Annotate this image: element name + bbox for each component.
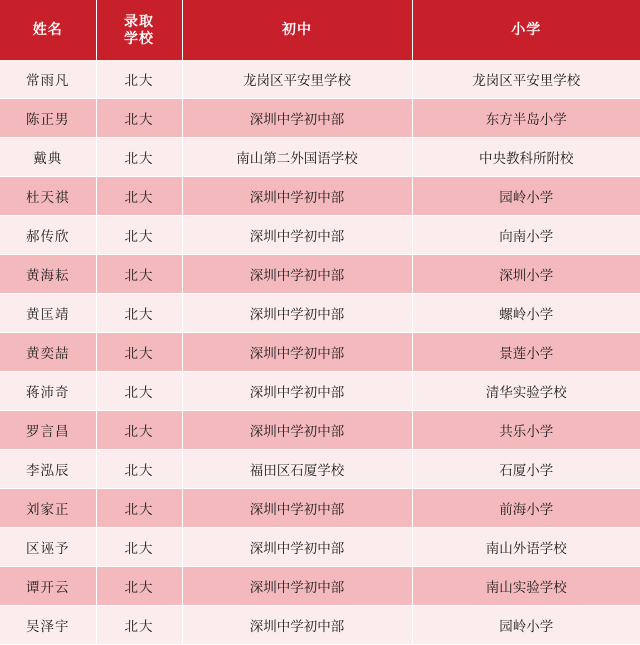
cell-primary-school: 前海小学	[412, 489, 640, 528]
cell-middle-school: 深圳中学初中部	[182, 411, 412, 450]
cell-middle-school: 深圳中学初中部	[182, 294, 412, 333]
table-row	[0, 60, 640, 99]
cell-university: 北大	[96, 528, 182, 567]
cell-name: 吴泽宇	[0, 606, 96, 645]
header-row	[0, 0, 640, 60]
cell-name: 黄奕喆	[0, 333, 96, 372]
cell-university: 北大	[96, 138, 182, 177]
cell-university: 北大	[96, 177, 182, 216]
column-header-name-line1: 姓名	[32, 21, 63, 38]
table-row	[0, 294, 640, 333]
cell-primary-school: 南山外语学校	[412, 528, 640, 567]
cell-middle-school: 深圳中学初中部	[182, 216, 412, 255]
cell-middle-school: 深圳中学初中部	[182, 177, 412, 216]
column-header-name	[0, 0, 96, 60]
cell-name: 蒋沛奇	[0, 372, 96, 411]
cell-university: 北大	[96, 255, 182, 294]
cell-primary-school: 中央教科所附校	[412, 138, 640, 177]
cell-university: 北大	[96, 606, 182, 645]
cell-primary-school: 共乐小学	[412, 411, 640, 450]
cell-middle-school: 深圳中学初中部	[182, 255, 412, 294]
cell-middle-school: 深圳中学初中部	[182, 333, 412, 372]
cell-primary-school: 清华实验学校	[412, 372, 640, 411]
cell-name: 刘家正	[0, 489, 96, 528]
cell-primary-school: 东方半岛小学	[412, 99, 640, 138]
cell-university: 北大	[96, 60, 182, 99]
cell-primary-school: 南山实验学校	[412, 567, 640, 606]
column-header-university	[96, 0, 182, 60]
table-body	[0, 60, 640, 645]
cell-middle-school: 深圳中学初中部	[182, 489, 412, 528]
cell-middle-school: 龙岗区平安里学校	[182, 60, 412, 99]
cell-middle-school: 深圳中学初中部	[182, 99, 412, 138]
column-header-primary-school	[412, 0, 640, 60]
column-header-middle-school-line1: 初中	[282, 21, 312, 38]
cell-name: 常雨凡	[0, 60, 96, 99]
column-header-middle-school	[182, 0, 412, 60]
cell-name: 谭开云	[0, 567, 96, 606]
table-row	[0, 177, 640, 216]
column-header-university-line2: 学校	[124, 30, 154, 46]
cell-name: 杜天祺	[0, 177, 96, 216]
table-row	[0, 450, 640, 489]
cell-middle-school: 深圳中学初中部	[182, 372, 412, 411]
cell-name: 区诬予	[0, 528, 96, 567]
cell-name: 陈正男	[0, 99, 96, 138]
cell-university: 北大	[96, 450, 182, 489]
cell-name: 黄匡靖	[0, 294, 96, 333]
cell-university: 北大	[96, 333, 182, 372]
cell-primary-school: 龙岗区平安里学校	[412, 60, 640, 99]
cell-university: 北大	[96, 294, 182, 333]
table-row	[0, 255, 640, 294]
table-header	[0, 0, 640, 60]
cell-name: 黄海耘	[0, 255, 96, 294]
cell-primary-school: 深圳小学	[412, 255, 640, 294]
cell-middle-school: 南山第二外国语学校	[182, 138, 412, 177]
cell-primary-school: 石厦小学	[412, 450, 640, 489]
cell-middle-school: 福田区石厦学校	[182, 450, 412, 489]
table-row	[0, 528, 640, 567]
cell-primary-school: 螺岭小学	[412, 294, 640, 333]
table-row	[0, 372, 640, 411]
table-row	[0, 216, 640, 255]
table-row	[0, 411, 640, 450]
cell-middle-school: 深圳中学初中部	[182, 606, 412, 645]
cell-primary-school: 景莲小学	[412, 333, 640, 372]
column-header-primary-school-line1: 小学	[511, 21, 542, 38]
cell-primary-school: 向南小学	[412, 216, 640, 255]
cell-name: 罗言昌	[0, 411, 96, 450]
table-row	[0, 489, 640, 528]
cell-university: 北大	[96, 567, 182, 606]
table-row	[0, 606, 640, 645]
cell-name: 李泓辰	[0, 450, 96, 489]
cell-university: 北大	[96, 372, 182, 411]
table-row	[0, 333, 640, 372]
cell-university: 北大	[96, 99, 182, 138]
table-row	[0, 567, 640, 606]
cell-university: 北大	[96, 489, 182, 528]
cell-university: 北大	[96, 216, 182, 255]
cell-name: 郝传欣	[0, 216, 96, 255]
cell-primary-school: 园岭小学	[412, 606, 640, 645]
column-header-university-line1: 录取	[124, 12, 154, 29]
cell-name: 戴典	[0, 138, 96, 177]
cell-middle-school: 深圳中学初中部	[182, 567, 412, 606]
cell-university: 北大	[96, 411, 182, 450]
cell-primary-school: 园岭小学	[412, 177, 640, 216]
table-row	[0, 99, 640, 138]
table-row	[0, 138, 640, 177]
cell-middle-school: 深圳中学初中部	[182, 528, 412, 567]
